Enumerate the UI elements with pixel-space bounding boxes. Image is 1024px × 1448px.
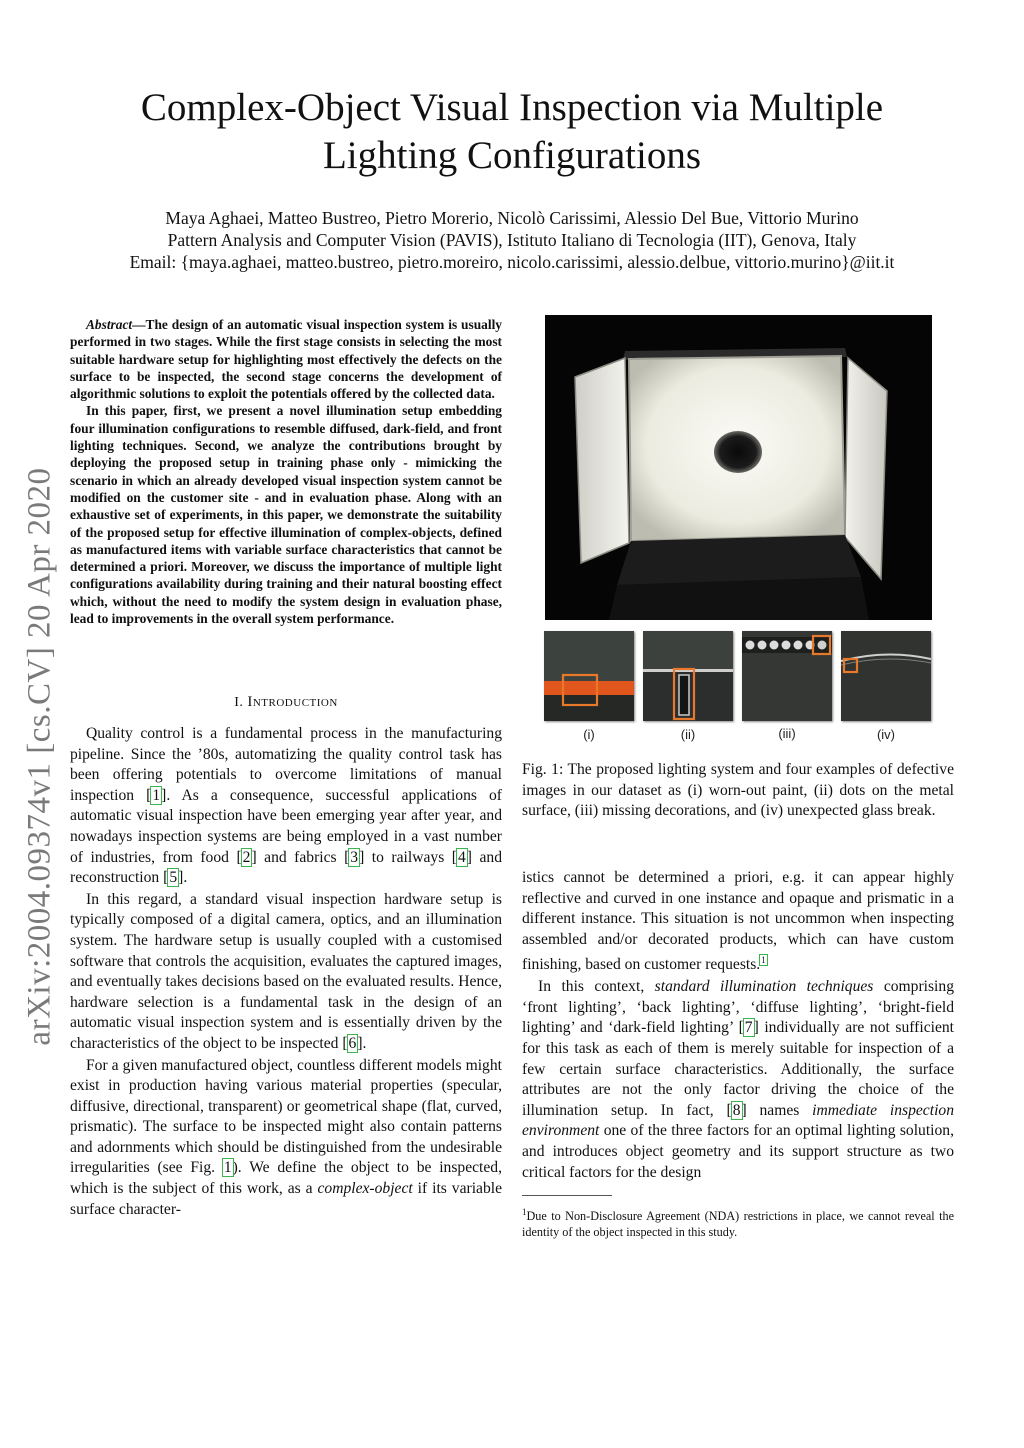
defect-image-missing-decorations [742,631,832,721]
defect-image-metal-dots [643,631,733,721]
citation-link[interactable]: 1 [152,786,161,804]
citation-link[interactable]: 3 [350,848,359,866]
figure-label-i: (i) [583,727,595,742]
defect-examples [544,631,934,721]
citation-link[interactable]: 2 [242,848,251,866]
lighting-system-photo [545,315,932,620]
author-affiliation: Pattern Analysis and Computer Vision (PAVIS), Istituto Italiano di Tecnologia (IIT), Genova, Italy [167,230,857,250]
intro-paragraph-1: Quality control is a fundamental process in the manufacturing pipeline. Since the ’80s, automatizing the quality control task has been offering potentials to overcome limitations of manual inspection [1]. As a consequence, successful applications of automatic visual inspection have been emerging year after year, and nowadays inspection systems are being employed in a vast number of industries, from food [2] and fabrics [3] to railways [4] and reconstruction [5]. [70,725,502,887]
intro-paragraph-4: istics cannot be determined a priori, e.g. it can appear highly reflective and curved in one instance and opaque and prismatic in a different instance. This situation is not uncommon when inspecting assembled and/or decorated products, which can have custom finishing, based on customer requests.$^1$ [522,869,954,974]
author-names: Maya Aghaei, Matteo Bustreo, Pietro Morerio, Nicolò Carissimi, Alessio Del Bue, Vittorio Murino [165,208,859,228]
author-block [80,207,944,273]
abstract-paragraph-2: In this paper, first, we present a novel illumination setup embedding four illumination configurations to resemble diffused, dark-field, and front lighting techniques. Second, we analyze the contributions brought by deploying the proposed setup in training phase only - mimicking the scenario in which an already developed visual inspection system cannot be modified on the customer site - and in evaluation phase. Along with an exhaustive set of experiments, in this paper, we demonstrate the suitability of the proposed setup for effective illumination of complex-objects, defined as manufactured items with variable surface characteristics that cannot be determined a priori. Moreover, we discuss the importance of multiple light configurations availability during training and their natural boosting effect which, without the need to modify the system design in evaluation phase, lead to improvements in the overall system performance. [70,403,502,627]
citation-link[interactable]: 7 [744,1019,753,1037]
citation-link[interactable]: 8 [732,1101,741,1119]
figure-caption: Fig. 1: The proposed lighting system and four examples of defective images in our dataset as (i) worn-out paint, (ii) dots on the metal surface, (iii) missing decorations, and (iv) unexpected glass break. [522,761,954,820]
intro-paragraph-5: In this context, standard illumination techniques comprising ‘front lighting’, ‘back lighting’, ‘diffuse lighting’, ‘bright-field lighting’ and ‘dark-field lighting’ [7] individually are not sufficient for this task as each of them is merely suitable for inspection of a few certain surface characteristics. Additionally, the surface attributes are not the only factor driving the choice of the illumination setup. In fact, [8] names immediate inspection environment one of the three factors for an optimal lighting solution, and introduces object geometry and its support structure as two critical factors for the design [522,978,954,1181]
defect-image-worn-paint [544,631,634,721]
footnote-link[interactable]: 1 [761,955,766,966]
figure-label-iii: (iii) [778,726,796,741]
citation-link[interactable]: 6 [348,1034,357,1052]
intro-paragraph-2: In this regard, a standard visual inspection hardware setup is typically composed of a digital camera, optics, and an illumination system. The hardware setup is usually coupled with a customised software that controls the acquisition, evaluates the captured images, and eventually takes decisions based on the evaluated results. Hence, hardware selection is a fundamental task in the design of an automatic visual inspection system and is essentially driven by the characteristics of the object to be inspected [6]. [70,890,502,1052]
figure-label-ii: (ii) [680,727,696,742]
defect-image-glass-break [841,631,931,721]
figure-label-iv: (iv) [876,727,896,742]
abstract-paragraph-1: Abstract—The design of an automatic visual inspection system is usually performed in two stages. While the first stage consists in selecting the most suitable hardware setup for highlighting most effectively the defects on the surface to be inspected, the second stage concerns the development of algorithmic solutions to exploit the potentials offered by the collected data. [70,317,502,402]
section-heading: I. Introduction [234,694,338,710]
arxiv-identifier-text: arXiv:2004.09374v1 [cs.CV] 20 Apr 2020 [21,466,58,1046]
intro-left-column [70,724,502,1220]
citation-link[interactable]: 5 [169,869,178,887]
intro-paragraph-3: For a given manufactured object, countless different models might exist in production having various material properties (specular, diffusive, directional, transparent) or geometrical shape (flat, curved, prismatic). The surface to be inspected might also contain patterns and adornments which should be distinguished from the undesirable irregularities (see Fig. 1). We define the object to be inspected, which is the subject of this work, as a complex-object if its variable surface character- [70,1056,502,1218]
abstract [70,316,502,627]
footnote: $^1$Due to Non-Disclosure Agreement (NDA) restrictions in place, we cannot reveal the identity of the object inspected in this study. [522,1207,954,1240]
citation-link[interactable]: 4 [457,848,466,866]
figure-link[interactable]: 1 [223,1159,232,1177]
paper-title: Complex-Object Visual Inspection via Multiple Lighting Configurations [140,86,884,177]
footnote-divider [522,1195,612,1196]
arxiv-identifier [18,446,62,1066]
intro-right-column [522,868,954,1183]
abstract-lead: Abstract [86,317,133,332]
author-email: Email: {maya.aghaei, matteo.bustreo, pietro.moreiro, nicolo.carissimi, alessio.delbue, vittorio.murino}@iit.it [129,252,895,272]
